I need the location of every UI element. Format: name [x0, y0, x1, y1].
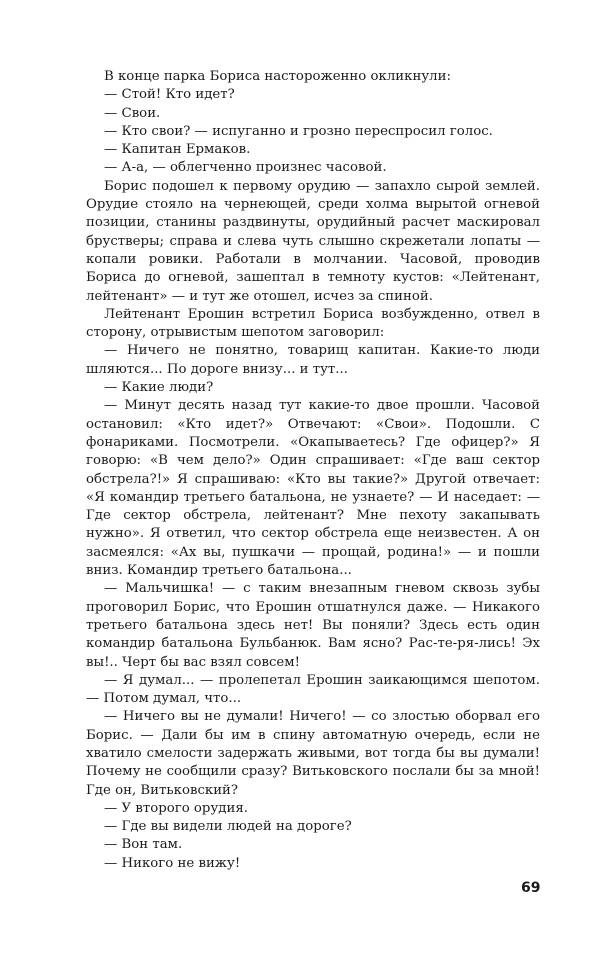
paragraph: — Ничего вы не думали! Ничего! — со злостью оборвал его Борис. — Дали бы им в спину автоматную очередь, если не хватило смелости задержать живыми, вот тогда бы вы думали! Почему не сообщили сразу? Витьковского послали бы за мной! Где он, Витьковский?	[86, 709, 540, 798]
paragraph: — Ничего не понятно, товарищ капитан. Какие-то люди шляются... По дороге внизу... и тут...	[86, 343, 540, 377]
paragraph: — Никого не вижу!	[104, 855, 241, 871]
paragraph: Лейтенант Ерошин встретил Бориса возбужденно, отвел в сторону, отрывистым шепотом заговорил:	[86, 306, 540, 341]
paragraph: — Я думал... — пролепетал Ерошин заикающимся шепотом. — Потом думал, что...	[86, 672, 540, 707]
paragraph: — Где вы видели людей на дороге?	[104, 819, 352, 835]
paragraph: — А-а, — облегченно произнес часовой.	[104, 160, 387, 176]
paragraph: В конце парка Бориса настороженно окликнули:	[104, 69, 451, 84]
paragraph: — Стой! Кто идет?	[104, 87, 235, 103]
paragraph: Борис подошел к первому орудию — запахло сырой землей. Орудие стояло на чернеющей, среди холма вырытой огневой позиции, станины раздвинуты, орудийный расчет маскировал брустверы; справа и слева чуть слышно скрежетали лопаты — копали ровики. Работали в молчании. Часовой, проводив Бориса до огневой, зашептал в темноту кустов: «Лейтенант, лейтенант» — и тут же отошел, исчез за спиной.	[86, 178, 540, 304]
paragraph: — Какие люди?	[104, 380, 214, 396]
paragraph: — Капитан Ермаков.	[104, 142, 251, 158]
paragraph: — Свои.	[104, 105, 161, 121]
paragraph: — У второго орудия.	[104, 800, 248, 816]
paragraph: — Кто свои? — испуганно и грозно переспросил голос.	[104, 123, 493, 139]
paragraph: — Вон там.	[104, 837, 183, 853]
paragraph: — Мальчишка! — с таким внезапным гневом сквозь зубы проговорил Борис, что Ерошин отшатнулся даже. — Никакого третьего батальона здесь нет! Вы поняли? Здесь есть один командир батальона Бульбанюк. Вам ясно? Рас-те-ря-лись! Эх вы!.. Черт бы вас взял совсем!	[86, 581, 540, 670]
paragraph: — Минут десять назад тут какие-то двое прошли. Часовой остановил: «Кто идет?» Отвечают: «Свои». Подошли. С фонариками. Посмотрели. «Окапываетесь? Где офицер?» Я говорю: «В чем дело?» Один спрашивает: «Где ваш сектор обстрела?!» Я спрашиваю: «Кто вы такие?» Другой отвечает: «Я командир третьего батальона, не узнаете? — И наседает: — Где сектор обстрела, лейтенант? Мне пехоту закапывать нужно». Я ответил, что сектор обстрела еще неизвестен. А он засмеялся: «Ах вы, пушкачи — прощай, родина!» — и пошли вниз. Командир третьего батальона...	[86, 398, 540, 579]
page-number: 69	[521, 880, 541, 896]
page-text	[86, 68, 540, 873]
